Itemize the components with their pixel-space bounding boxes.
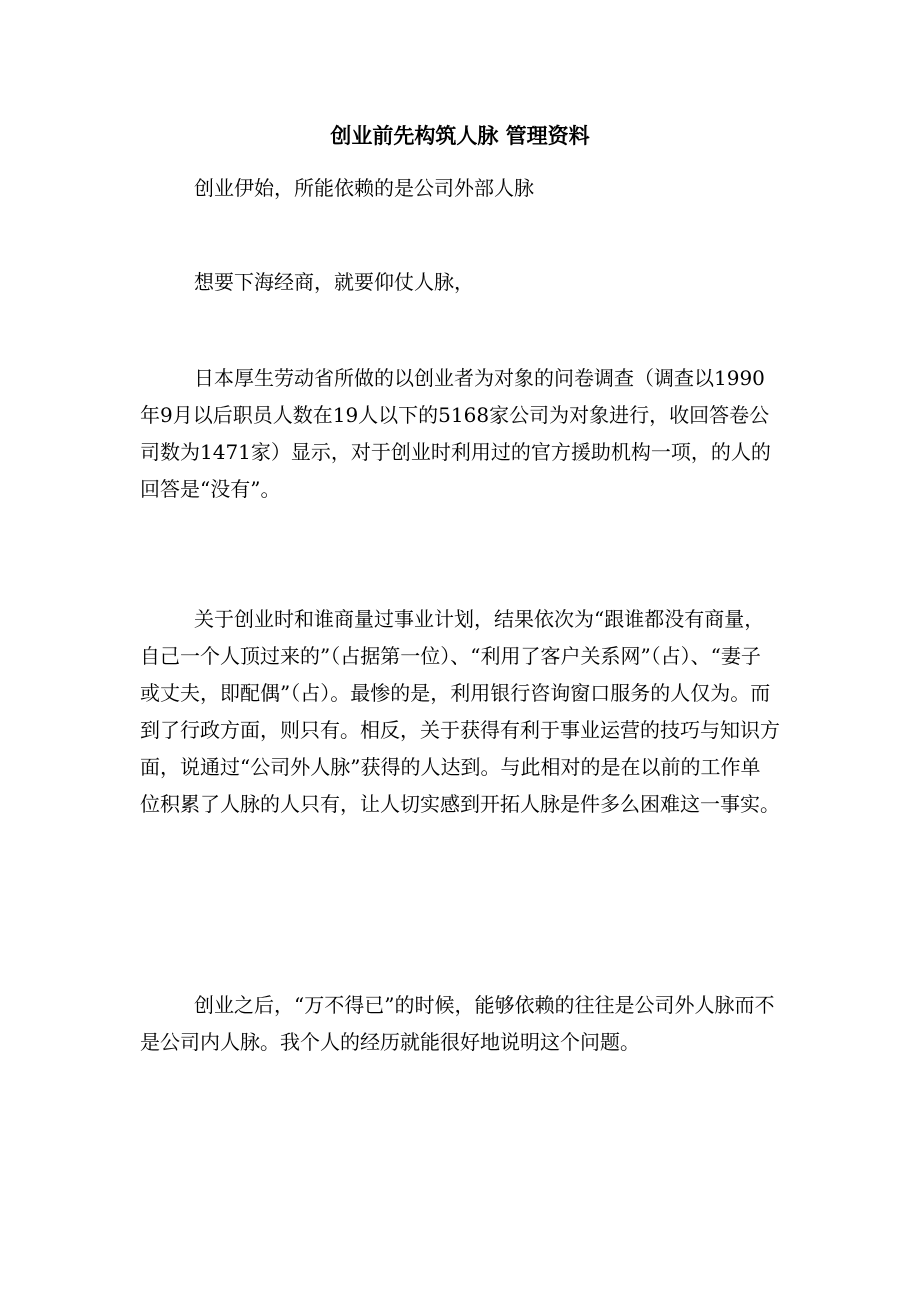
paragraph-consultation: 关于创业时和谁商量过事业计划，结果依次为“跟谁都没有商量，自己一个人顶过来的”（占据第一位）、“利用了客户关系网”（占）、“妻子或丈夫，即配偶”（占）。最惨的是，利用银行咨询窗口服务的人仅为。而到了行政方面，则只有。相反，关于获得有利于事业运营的技巧与知识方面，说通过“公司外人脉”获得的人达到。与此相对的是在以前的工作单位积累了人脉的人只有，让人切实感到开拓人脉是件多么困难这一事实。 xyxy=(140,607,780,816)
paragraph-intro: 创业伊始，所能依赖的是公司外部人脉 xyxy=(194,176,534,200)
paragraph-business: 想要下海经商，就要仰仗人脉， xyxy=(194,270,474,294)
paragraph-conclusion: 创业之后，“万不得已”的时候，能够依赖的往往是公司外人脉而不是公司内人脉。我个人的经历就能很好地说明这个问题。 xyxy=(140,993,775,1054)
paragraph-survey: 日本厚生劳动省所做的以创业者为对象的问卷调查（调查以1990年9月以后职员人数在19人以下的5168家公司为对象进行，收回答卷公司数为1471家）显示，对于创业时利用过的官方援助机构一项，的人的回答是“没有”。 xyxy=(140,366,771,501)
document-title: 创业前先构筑人脉 管理资料 xyxy=(330,123,590,148)
